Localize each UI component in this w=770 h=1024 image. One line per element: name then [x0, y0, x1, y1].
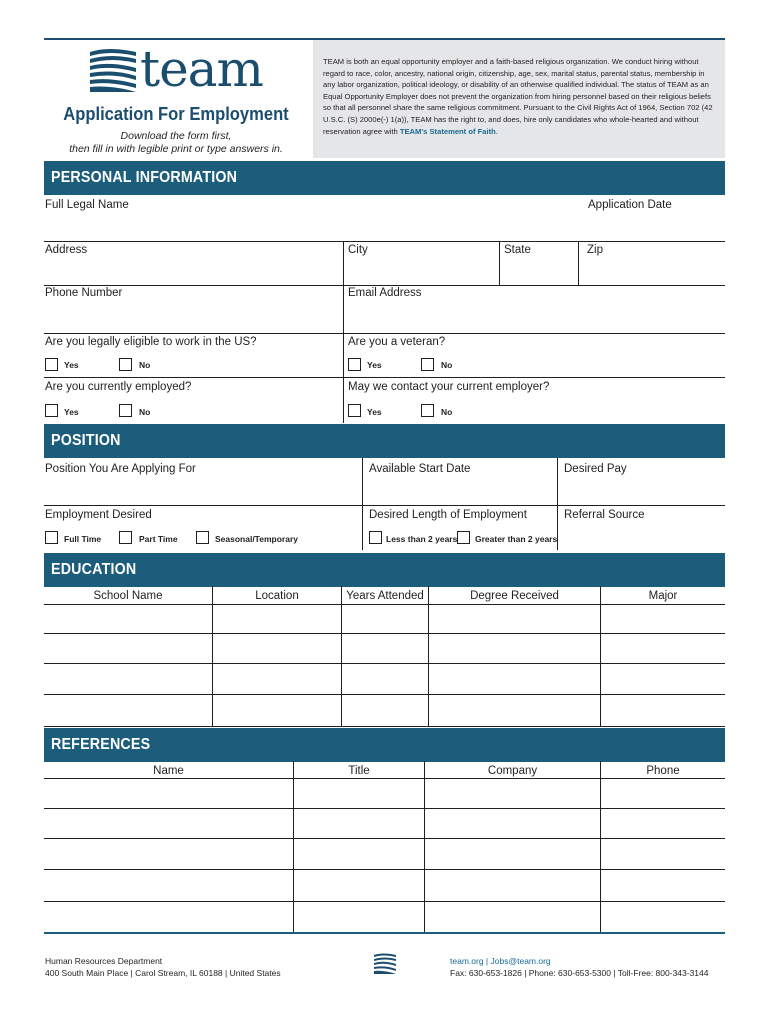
col-divider: [578, 241, 579, 285]
checkbox-label: Yes: [367, 407, 382, 417]
col-divider: [343, 285, 344, 333]
checkbox-label: No: [441, 360, 453, 370]
row-divider: [44, 333, 725, 334]
section-education: [44, 553, 725, 587]
contact-yes-checkbox[interactable]: [348, 404, 361, 417]
references-col-header: Company: [487, 765, 538, 777]
table-row: [44, 694, 725, 695]
col-divider: [424, 761, 425, 933]
veteran-no-checkbox[interactable]: [421, 358, 434, 371]
part-time-checkbox[interactable]: [119, 531, 132, 544]
table-row: [44, 778, 725, 779]
footer-street: 400 South Main Place | Carol Stream, IL 60188 | United States: [45, 968, 281, 978]
team-logo-mark-icon: [88, 48, 138, 94]
section-heading: PERSONAL INFORMATION: [51, 169, 238, 186]
website-link[interactable]: team.org: [450, 956, 484, 966]
checkbox-label: Yes: [64, 360, 79, 370]
row-divider: [44, 241, 725, 242]
education-col-header: Degree Received: [470, 590, 559, 602]
subtitle-line-1: Download the form first,: [120, 130, 232, 142]
row-divider: [44, 285, 725, 286]
section-position: [44, 424, 725, 458]
employed-question: Are you currently employed?: [45, 381, 192, 393]
eeo-text: TEAM is both an equal opportunity employer and a faith-based religious organization. We conduct hiring without regard to race, color, ancestry, national origin, citizenship, age, sex, marital status, parental status, membership in any labor organization, political ideology, or disability of an otherwise qualified individual. The status of TEAM as an Equal Opportunity Employer does not prevent the organization from hiring personnel based on their religious beliefs so that all personnel share the same religious commitment. Pursuant to the Civil Rights Act of 1964, Section 702 (42 U.S.C. (S) 2000e(-) 1(a)), TEAM has the right to, and does, hire only candidates who whole-hearted and without reservation agree with: [323, 57, 713, 136]
eeo-statement: [313, 40, 725, 158]
state-label: State: [504, 244, 531, 256]
statement-of-faith-link[interactable]: TEAM's Statement of Faith: [399, 126, 496, 136]
eligible-question: Are you legally eligible to work in the US?: [45, 336, 257, 348]
referral-source-label: Referral Source: [564, 509, 645, 521]
checkbox-label: No: [139, 407, 151, 417]
eligible-no-checkbox[interactable]: [119, 358, 132, 371]
team-logo-small-icon: [373, 952, 397, 976]
application-date-label: Application Date: [588, 199, 672, 211]
phone-number-label: Phone Number: [45, 287, 123, 299]
section-references: [44, 728, 725, 762]
table-row: [44, 869, 725, 870]
desired-pay-label: Desired Pay: [564, 463, 627, 475]
eligible-yes-checkbox[interactable]: [45, 358, 58, 371]
table-row: [44, 663, 725, 664]
col-divider: [343, 333, 344, 423]
checkbox-label: Greater than 2 years: [475, 534, 558, 544]
footer-address: [45, 955, 281, 979]
table-bottom-rule: [44, 932, 725, 934]
references-col-header: Name: [153, 765, 184, 777]
col-divider: [362, 458, 363, 550]
section-heading: POSITION: [51, 432, 121, 449]
table-row: [44, 726, 725, 727]
veteran-yes-checkbox[interactable]: [348, 358, 361, 371]
table-row: [44, 901, 725, 902]
contact-no-checkbox[interactable]: [421, 404, 434, 417]
full-legal-name-label: Full Legal Name: [45, 199, 129, 211]
start-date-label: Available Start Date: [369, 463, 471, 475]
email-link[interactable]: Jobs@team.org: [490, 956, 551, 966]
col-divider: [428, 586, 429, 726]
col-divider: [293, 761, 294, 933]
section-heading: REFERENCES: [51, 736, 151, 753]
row-divider: [44, 505, 725, 506]
education-col-header: Major: [648, 590, 678, 602]
references-col-header: Title: [348, 765, 370, 777]
table-row: [44, 604, 725, 605]
references-col-header: Phone: [646, 765, 680, 777]
checkbox-label: Yes: [367, 360, 382, 370]
education-col-header: Location: [255, 590, 299, 602]
contact-employer-question: May we contact your current employer?: [348, 381, 550, 393]
logo-wordmark: team: [140, 40, 263, 98]
table-row: [44, 633, 725, 634]
subtitle-line-2: then fill in with legible print or type answers in.: [69, 143, 283, 155]
col-divider: [343, 241, 344, 285]
footer-phone-fax: Fax: 630-653-1826 | Phone: 630-653-5300 | Toll-Free: 800-343-3144: [450, 968, 709, 978]
footer-dept: Human Resources Department: [45, 956, 163, 966]
checkbox-label: No: [139, 360, 151, 370]
address-label: Address: [45, 244, 88, 256]
footer-contact: [450, 955, 709, 979]
city-label: City: [348, 244, 368, 256]
seasonal-checkbox[interactable]: [196, 531, 209, 544]
full-time-checkbox[interactable]: [45, 531, 58, 544]
checkbox-label: Part Time: [139, 534, 178, 544]
employed-yes-checkbox[interactable]: [45, 404, 58, 417]
row-divider: [44, 377, 725, 378]
eeo-end: .: [495, 126, 498, 136]
veteran-question: Are you a veteran?: [348, 336, 446, 348]
section-heading: EDUCATION: [51, 561, 137, 578]
checkbox-label: No: [441, 407, 453, 417]
col-divider: [600, 761, 601, 933]
education-col-header: Years Attended: [346, 590, 424, 602]
page-title: Application For Employment: [63, 104, 289, 124]
checkbox-label: Yes: [64, 407, 79, 417]
checkbox-label: Seasonal/Temporary: [215, 534, 298, 544]
checkbox-label: Full Time: [64, 534, 102, 544]
team-logo: [88, 40, 278, 98]
less-than-2-years-checkbox[interactable]: [369, 531, 382, 544]
col-divider: [212, 586, 213, 726]
page-subtitle: [44, 130, 308, 156]
col-divider: [600, 586, 601, 726]
checkbox-label: Less than 2 years: [386, 534, 458, 544]
email-address-label: Email Address: [348, 287, 422, 299]
col-divider: [499, 241, 500, 285]
zip-label: Zip: [587, 244, 603, 256]
education-col-header: School Name: [93, 590, 163, 602]
table-row: [44, 808, 725, 809]
table-row: [44, 838, 725, 839]
col-divider: [341, 586, 342, 726]
footer-separator: |: [485, 956, 489, 966]
employment-desired-label: Employment Desired: [45, 509, 152, 521]
full-legal-name-field[interactable]: [44, 216, 724, 241]
section-personal-information: [44, 161, 725, 195]
greater-than-2-years-checkbox[interactable]: [457, 531, 470, 544]
employed-no-checkbox[interactable]: [119, 404, 132, 417]
position-applying-label: Position You Are Applying For: [45, 463, 196, 475]
desired-length-label: Desired Length of Employment: [369, 509, 527, 521]
